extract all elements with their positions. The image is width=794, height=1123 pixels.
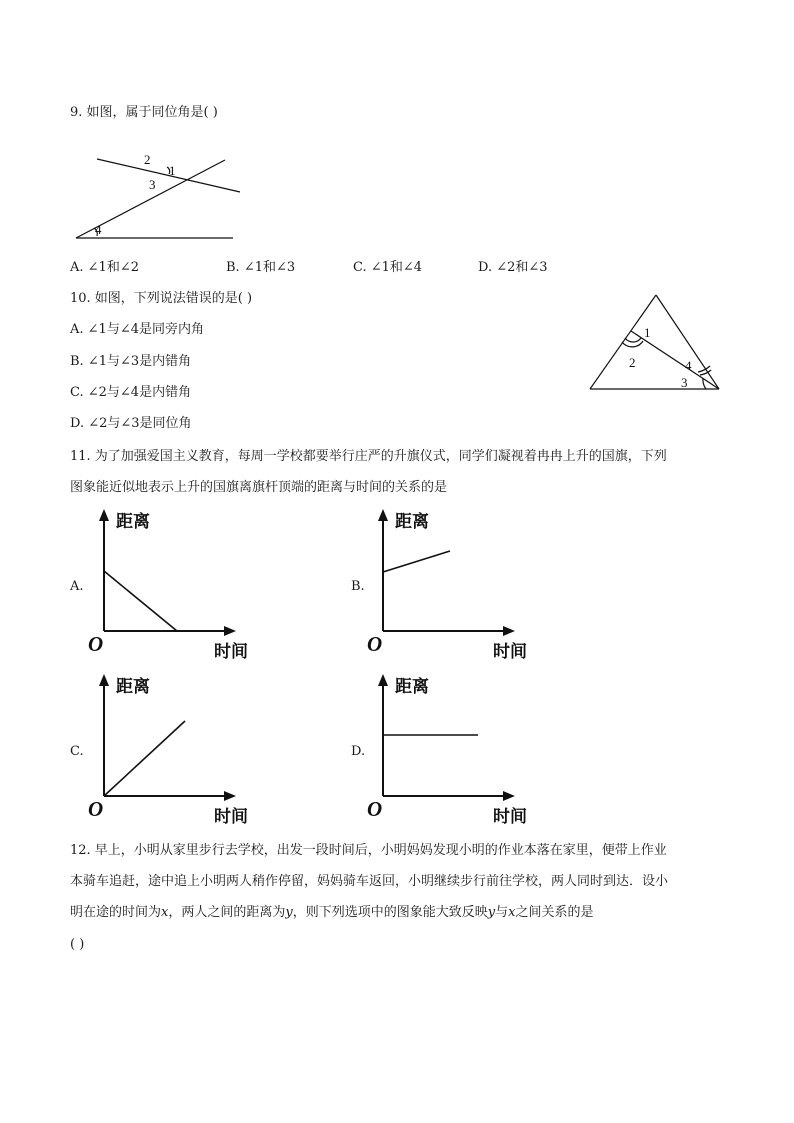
q11-option-b-letter[interactable]: B.: [351, 579, 365, 594]
q9-figure: [70, 150, 250, 245]
q10-label-1: 1: [644, 325, 651, 340]
q9-label-4: 4: [95, 222, 102, 237]
q10-stem: 10. 如图，下列说法错误的是( ): [70, 291, 253, 306]
origin-label: O: [88, 632, 104, 656]
q11-option-d-letter[interactable]: D.: [351, 744, 366, 759]
x-axis-label: 时间: [493, 807, 527, 827]
q12-var-y: y: [285, 905, 293, 920]
q10-triangle-figure: [585, 290, 725, 392]
q10-label-4: 4: [685, 358, 692, 373]
q9-option-b[interactable]: B. ∠1和∠3: [226, 260, 296, 275]
q12-var-y-2: y: [487, 905, 496, 920]
q10-option-b[interactable]: B. ∠1与∠3是内错角: [70, 354, 192, 369]
q11-stem-line1: 11. 为了加强爱国主义教育，每周一学校都要举行庄严的升旗仪式，同学们凝视着冉冉上升的国旗，下列: [70, 449, 667, 464]
q11-option-c-letter[interactable]: C.: [70, 744, 84, 759]
q12-line3-d: 与: [495, 905, 509, 920]
graph-line: [383, 551, 450, 572]
q12-answer-paren: ( ): [70, 937, 85, 952]
q11-stem-line2: 图象能近似地表示上升的国旗离旗杆顶端的距离与时间的关系的是: [70, 480, 448, 495]
q9-label-1: 1: [169, 163, 176, 178]
q10-label-3: 3: [681, 375, 688, 390]
y-axis-label: 距离: [395, 677, 429, 697]
graph-line: [104, 721, 185, 796]
x-axis-label: 时间: [214, 642, 248, 662]
q12-line1: 12. 早上，小明从家里步行去学校，出发一段时间后，小明妈妈发现小明的作业本落在家里，便带上作业: [70, 843, 667, 858]
y-axis-label: 距离: [395, 512, 429, 532]
graph-line: [104, 571, 177, 631]
q12-line3-c: ，则下列选项中的图象能大致反映: [292, 905, 488, 920]
q11-graph-b[interactable]: [364, 505, 544, 665]
q9-option-c[interactable]: C. ∠1和∠4: [353, 260, 423, 275]
q10-option-d[interactable]: D. ∠2与∠3是同位角: [70, 416, 192, 431]
q10-label-2: 2: [629, 355, 636, 370]
q9-option-d[interactable]: D. ∠2和∠3: [478, 260, 548, 275]
q11-graph-a[interactable]: [84, 505, 264, 665]
y-axis-label: 距离: [116, 677, 150, 697]
origin-label: O: [88, 797, 104, 821]
q12-line3-e: 之间关系的是: [515, 905, 594, 920]
q11-option-a-letter[interactable]: A.: [70, 579, 84, 594]
q12-line3: [70, 905, 593, 921]
q12-line3-b: ，两人之间的距离为: [168, 905, 286, 920]
origin-label: O: [367, 797, 383, 821]
q12-line2: 本骑车追赶，途中追上小明两人稍作停留，妈妈骑车返回，小明继续步行前往学校，两人同时到达．设小: [70, 874, 669, 889]
q10-option-a[interactable]: A. ∠1与∠4是同旁内角: [70, 322, 204, 337]
x-axis-label: 时间: [214, 807, 248, 827]
q9-option-a[interactable]: A. ∠1和∠2: [70, 260, 139, 275]
q11-graph-c[interactable]: [84, 670, 264, 830]
y-axis-label: 距离: [116, 512, 150, 532]
q12-var-x: x: [161, 905, 169, 920]
origin-label: O: [367, 632, 383, 656]
x-axis-label: 时间: [493, 642, 527, 662]
q12-line3-a: 明在途的时间为: [70, 905, 162, 920]
q10-option-c[interactable]: C. ∠2与∠4是内错角: [70, 385, 192, 400]
q9-stem: 9. 如图，属于同位角是( ): [70, 105, 218, 120]
q11-graph-d[interactable]: [364, 670, 544, 830]
q9-label-2: 2: [144, 152, 151, 167]
q9-label-3: 3: [149, 177, 156, 192]
q12-var-x-2: x: [508, 905, 516, 920]
